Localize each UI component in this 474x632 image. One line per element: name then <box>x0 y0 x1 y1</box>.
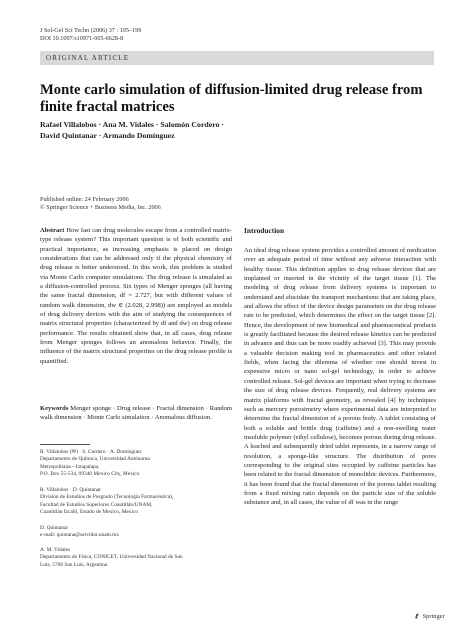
affiliation-line: Facultad de Estudios Superiores Cuautitlán/UNAM, <box>40 501 153 508</box>
affiliation-line: D. Quintanar <box>40 525 69 531</box>
journal-doi: DOI 10.1007/s10971-005-6628-8 <box>40 35 124 42</box>
affiliation-line: División de Estudios de Posgrado (Tecnología Farmacéutica), <box>40 494 174 501</box>
affiliation-line: P.O. Box 55-534, 09340 Mexico City, Mexico <box>40 471 140 478</box>
author-list <box>40 119 340 141</box>
author-line-1: Rafael Villalobos · Ana M. Vidales · Salomón Cordero · <box>40 120 224 129</box>
abstract-text: How fast can drug molecules escape from a controlled matrix-type release system? This important question is of both scientific and practical importance, as increasing emphasis is placed on design considerations that can be addressed only if the physical chemistry of drug release is better understood. In this work, this problem is studied via Monte Carlo computer simulations. The drug release is simulated as a diffusion-controlled process. Six types of Menger sponges (all having the same fractal dimension, df = 2.727, but with different values of random walk dimension, dw ∈ (2.028, 2.998)) are employed as models of drug delivery devices with the aim of studying the consequences of matrix structural properties (characterized by df and dw) on drug release performance. The results obtained show that, in all cases, drug release from Menger sponges follows an anomalous behavior. Finally, the influence of the matrix structural properties on the drug release profile is quantified. <box>40 227 233 365</box>
affiliation-line: R. Villalobos (✉) · S. Cordero · A. Domínguez <box>40 449 142 455</box>
publication-info <box>40 196 161 212</box>
publisher-mark <box>414 613 445 620</box>
footnote-rule <box>40 444 90 445</box>
affiliation-4 <box>40 547 232 569</box>
published-date: Published online: 24 February 2006 <box>40 196 129 203</box>
affiliation-email: e-mail: quintana@servidor.unam.mx <box>40 532 120 539</box>
affiliation-3 <box>40 525 232 540</box>
copyright-notice: © Springer Science + Business Media, Inc. 2006 <box>40 204 161 211</box>
publisher-name: Springer <box>422 613 445 620</box>
affiliation-1 <box>40 449 232 479</box>
abstract-label: Abstract <box>40 227 67 234</box>
affiliation-line: Luis, 5700 San Luis, Argentina <box>40 561 108 568</box>
abstract <box>40 226 232 366</box>
springer-horse-icon <box>414 613 420 619</box>
affiliation-line: Metropolitana—Iztapalapa, <box>40 463 100 470</box>
paper-title: Monte carlo simulation of diffusion-limited drug release from finite fractal matrices <box>40 82 423 115</box>
affiliation-line: Departamento de Física, CONICET, Universidad Nacional de San <box>40 554 183 561</box>
journal-citation: J Sol-Gel Sci Techn (2006) 37 : 195–199 <box>40 27 142 34</box>
article-type-label: ORIGINAL ARTICLE <box>46 54 130 62</box>
keywords-text: Menger sponge · Drug release · Fractal dimension · Random walk dimension · Monte Carlo simulation · Anomalous diffusion. <box>40 405 232 422</box>
introduction-heading: Introduction <box>244 226 285 235</box>
keywords <box>40 404 232 423</box>
affiliation-line: Cuautitlán Izcalli, Estado de Mexico, Mexico <box>40 509 139 516</box>
article-type-band <box>40 51 434 65</box>
introduction-body: An ideal drug release system provides a controlled amount of medication over an adequate period of time without any adverse interaction with healthy tissue. This definition applies to drug release devices that are implanted or inserted in the vicinity of the target tissue [1]. The modeling of drug release from delivery systems is important to understand and elucidate the transport mechanisms that are taking place, and allows the effect of the device design parameters on the drug release rate to be predicted, which determines the effect on the target tissue [2]. Hence, the development of new biomedical and pharmaceutical products is greatly facilitated because the desired release kinetics can be predicted in advance and thus can be more readily achieved [3]. This may provide a valuable decision making tool in pharmaceutics and other related fields, when facing the dilemma of whether one should invest in expensive micro or nano sol-gel technology, in order to achieve controlled release. Sol-gel devices are important when trying to decrease the size of drug release devices. Frequently, real delivery systems are matrix platforms with fractal geometry, as revealed [4] by techniques such as mercury porosimetry where experimental data are interpreted to determine the fractal dimension of a porous body. A tablet consisting of both a soluble and brittle drug (caffeine) and a non-swelling water insoluble polymer (ethyl cellulose), becomes porous during drug release. A leached and subsequently dried tablet represents, in a narrow range of resolution, a sponge-like structure. The distribution of pores corresponding to the original sites occupied by caffeine particles has been related to the fractal dimension of monolithic devices. Furthermore, it has been found that the fractal dimension of the porous tablet resulting from a fixed mixing ratio depends on the particle size of the soluble substance and, in all cases, the value of df was in the range <box>244 247 436 507</box>
affiliation-line: R. Villalobos · D. Quintanar <box>40 487 101 493</box>
affiliation-line: A. M. Vidales <box>40 547 71 553</box>
affiliation-2 <box>40 487 232 517</box>
affiliation-line: Departamento de Química, Universidad Autónoma <box>40 456 150 463</box>
keywords-label: Keywords <box>40 405 71 412</box>
author-line-2: David Quintanar · Armando Domínguez <box>40 131 175 140</box>
journal-header <box>40 27 141 43</box>
